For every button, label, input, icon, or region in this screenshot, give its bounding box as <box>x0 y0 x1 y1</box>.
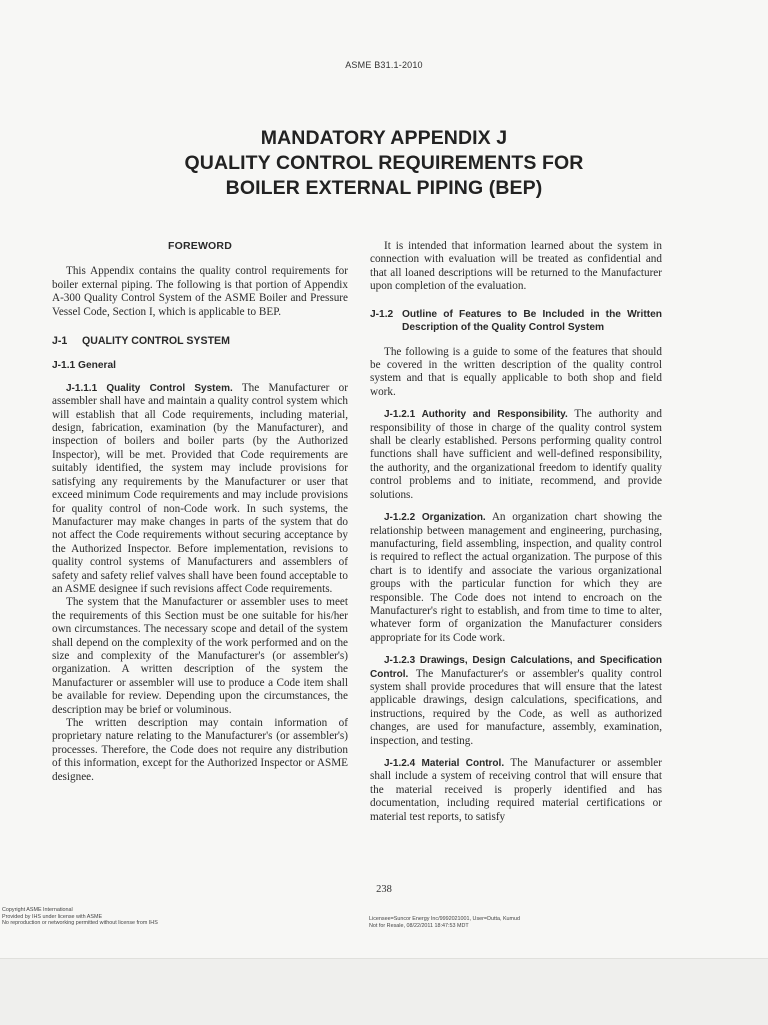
section-j11-heading: J-1.1 General <box>52 360 116 372</box>
paragraph-confidentiality: It is intended that information learned about the system in connection with evaluation will be treated as confidential and that all loaned descriptions will be returned to the Manufacturer upon completion of the evaluation. <box>370 240 662 293</box>
section-j1-number: J-1 <box>52 335 68 348</box>
paragraph-j123-heading: J-1.2.3 Drawings, Design Calculations, and Specification Control. <box>370 655 662 680</box>
paragraph-j123-text: The Manufacturer's or assembler's quality control system shall provide procedures that will ensure that the latest applicable drawings, design calculations, specifications, and instructions, required by the Code, as well as authorized changes, are used for manufacture, assembly, examination, inspection, and testing. <box>370 667 662 747</box>
section-j12-number: J-1.2 <box>370 308 394 320</box>
paragraph-j123 <box>370 654 662 748</box>
copyright-line-1: Copyright ASME International <box>2 907 73 913</box>
paragraph-j111-text: The Manufacturer or assembler shall have and maintain a quality control system which will establish that all Code requirements, including material, design, fabrication, examination (by the Manufacturer), and inspection of boilers and boiler parts (by the Authorized Inspector), will be met. Provided that Code requirements are suitably identified, the system may include provisions for satisfying any requirements by the Manufacturer or user that exceed minimum Code requirements and may include provisions for quality control of non-Code work. In such systems, the Manufacturer may make changes in parts of the system that do not affect the Code requirements without securing acceptance by the Authorized Inspector. Before implementation, revisions to quality control systems of Manufacturers and assemblers of safety and safety relief valves shall have been found acceptable to an ASME designee if such revisions affect Code requirements. <box>52 381 348 595</box>
paragraph-j111-heading: J-1.1.1 Quality Control System. <box>66 382 233 394</box>
standard-header: ASME B31.1-2010 <box>345 60 423 70</box>
paragraph-j121-heading: J-1.2.1 Authority and Responsibility. <box>384 409 568 421</box>
paragraph-j124 <box>370 757 662 824</box>
paragraph-j122-text: An organization chart showing the relationship between management and engineering, purchasing, manufacturing, field assembling, inspection, and quality control is required to reflect the actual organization. The purpose of this chart is to identify and associate the various organizational groups with the particular function for which they are responsible. The Code does not intend to encroach on the Manufacturer's right to establish, and from time to time to alter, whatever form of organization the Manufacturer considers appropriate for its Code work. <box>370 511 662 644</box>
paragraph-j111 <box>52 382 348 597</box>
paragraph-system-suitability: The system that the Manufacturer or assembler uses to meet the requirements of this Section must be one suitable for his/her own circumstances. The necessary scope and detail of the system shall depend on the complexity of the work performed and on the size and complexity of the Manufacturer's (or assembler's) organization. A written description of the system the Manufacturer or assembler will use to produce a Code item shall be available for review. Depending upon the circumstances, the description may be brief or voluminous. <box>52 596 348 716</box>
paragraph-j121-text: The authority and responsibility of those in charge of the quality control system shall be clearly established. Persons performing quality control functions shall have sufficient and well-defined responsibility, the authority, and the organizational freedom to identify quality control problems and to initiate, recommend, and provide solutions. <box>370 408 662 501</box>
appendix-title <box>0 126 768 201</box>
paragraph-j124-text: The Manufacturer or assembler shall include a system of receiving control that will ensure that the material received is properly identified and has documentation, including required material certifications or material test reports, to satisfy <box>370 757 663 823</box>
left-column <box>52 240 348 784</box>
section-j12-heading <box>370 308 662 334</box>
paragraph-written-description: The written description may contain information of proprietary nature relating to the Manufacturer's (or assembler's) processes. Therefore, the Code does not require any distribution of this information, except for the Authorized Inspector or ASME designee. <box>52 717 348 783</box>
paragraph-j124-heading: J-1.2.4 Material Control. <box>384 758 505 769</box>
section-j1-title: QUALITY CONTROL SYSTEM <box>82 335 230 348</box>
license-line-2: Not for Resale, 08/22/2011 18:47:53 MDT <box>369 922 469 929</box>
license-line-1: Licensee=Suncor Energy Inc/9992021001, User=Dutta, Kumud <box>369 916 521 922</box>
paragraph-j122-heading: J-1.2.2 Organization. <box>384 512 486 524</box>
paragraph-j122 <box>370 511 662 645</box>
title-line-3: BOILER EXTERNAL PIPING (BEP) <box>225 177 543 199</box>
page-margin <box>0 958 768 1025</box>
title-line-1: MANDATORY APPENDIX J <box>260 127 508 149</box>
section-j1-heading <box>52 335 348 348</box>
copyright-line-3: No reproduction or networking permitted without license from IHS <box>2 920 158 927</box>
title-line-2: QUALITY CONTROL REQUIREMENTS FOR <box>184 152 584 174</box>
copyright-line-2: Provided by IHS under license with ASME <box>2 913 103 920</box>
right-column <box>370 240 662 824</box>
paragraph-j121 <box>370 408 662 502</box>
foreword-heading: FOREWORD <box>167 240 232 252</box>
section-j12-intro: The following is a guide to some of the features that should be covered in the written description of the quality control system and that is equally applicable to both shop and field work. <box>370 345 662 398</box>
copyright-footer <box>2 907 158 927</box>
page-number: 238 <box>376 884 392 895</box>
section-j12-title: Outline of Features to Be Included in the Written Description of the Quality Control System <box>402 308 662 333</box>
license-footer <box>369 916 520 929</box>
foreword-text: This Appendix contains the quality control requirements for boiler external piping. The following is that portion of Appendix A-300 Quality Control System of the ASME Boiler and Pressure Vessel Code, Section I, which is applicable to BEP. <box>52 265 348 318</box>
